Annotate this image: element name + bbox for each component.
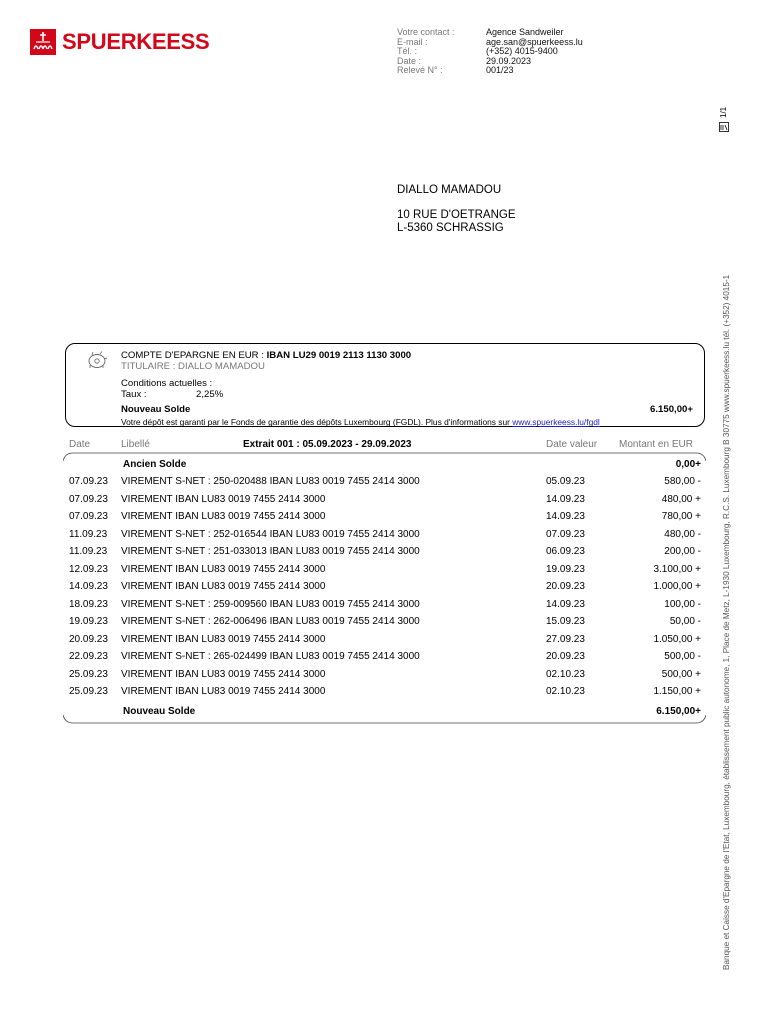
row-value-date: 02.10.23 (546, 668, 585, 680)
row-amount: 500,00 + (661, 668, 701, 680)
row-label: VIREMENT IBAN LU83 0019 7455 2414 3000 (121, 668, 326, 680)
bank-legal-footer: Banque et Caisse d'Epargne de l'Etat, Luxembourg, établissement public autonome, 1, Place de Metz, L-1930 Luxembourg, R.C.S. Luxembourg B 30775 www.spuerkeess.lu tél. (+352) 4015-1 (722, 274, 731, 970)
opening-balance-row (0, 459, 768, 473)
table-row (0, 529, 768, 543)
contact-block (397, 28, 583, 76)
row-value-date: 07.09.23 (546, 528, 585, 540)
row-label: VIREMENT S-NET : 250-020488 IBAN LU83 0019 7455 2414 3000 (121, 476, 420, 487)
row-value-date: 19.09.23 (546, 563, 585, 575)
recipient-name: DIALLO MAMADOU (397, 184, 502, 196)
row-amount: 1.150,00 + (653, 686, 701, 697)
table-row (0, 494, 768, 508)
recipient-city: L-5360 SCHRASSIG (397, 222, 504, 234)
row-value-date: 15.09.23 (546, 616, 585, 627)
row-date: 07.09.23 (69, 511, 108, 522)
row-label: VIREMENT IBAN LU83 0019 7455 2414 3000 (121, 563, 326, 575)
spuerkeess-emblem-icon (30, 29, 56, 55)
guarantee-text: Votre dépôt est garanti par le Fonds de garantie des dépôts Luxembourg (FGDL). Plus d'informations sur (121, 417, 513, 427)
table-row (0, 616, 768, 630)
row-value-date: 27.09.23 (546, 633, 585, 645)
row-amount: 480,00 - (664, 528, 701, 540)
contact-label: Relevé N° : (397, 65, 443, 76)
row-date: 25.09.23 (69, 686, 108, 697)
row-date: 12.09.23 (69, 563, 108, 575)
row-date: 11.09.23 (69, 546, 108, 557)
table-row (0, 669, 768, 683)
table-row (0, 581, 768, 595)
logo-text: SPUERKEESS (62, 29, 210, 54)
rate-value: 2,25% (196, 389, 224, 400)
table-row (0, 564, 768, 578)
row-value-date: 14.09.23 (546, 511, 585, 522)
recipient-street: 10 RUE D'OETRANGE (397, 209, 516, 221)
account-iban: IBAN LU29 0019 2113 1130 3000 (266, 350, 412, 361)
row-date: 19.09.23 (69, 616, 108, 627)
row-date: 18.09.23 (69, 598, 108, 610)
row-date: 11.09.23 (69, 528, 108, 540)
row-label: VIREMENT S-NET : 251-033013 IBAN LU83 0019 7455 2414 3000 (121, 546, 420, 557)
row-label: VIREMENT S-NET : 265-024499 IBAN LU83 0019 7455 2414 3000 (121, 651, 420, 662)
new-balance-value: 6.150,00+ (650, 404, 693, 415)
piggy-bank-icon (86, 350, 108, 370)
row-label: VIREMENT IBAN LU83 0019 7455 2414 3000 (121, 633, 326, 645)
row-label: VIREMENT IBAN LU83 0019 7455 2414 3000 (121, 686, 326, 697)
row-label: VIREMENT S-NET : 252-016544 IBAN LU83 0019 7455 2414 3000 (121, 528, 420, 540)
closing-balance-amount: 6.150,00+ (656, 706, 701, 717)
account-summary-box (65, 343, 705, 427)
bank-logo (30, 28, 209, 56)
fgdl-link[interactable]: www.spuerkeess.lu/fgdl (512, 417, 600, 427)
contact-value: 001/23 (486, 65, 514, 76)
contact-value: Agence Sandweiler (486, 27, 564, 37)
row-date: 20.09.23 (69, 633, 108, 645)
row-date: 22.09.23 (69, 651, 108, 662)
conditions-label: Conditions actuelles : (121, 378, 213, 389)
opening-balance-label: Ancien Solde (123, 459, 187, 470)
row-amount: 100,00 - (664, 598, 701, 610)
row-amount: 3.100,00 + (653, 563, 701, 575)
row-value-date: 06.09.23 (546, 546, 585, 557)
row-value-date: 14.09.23 (546, 493, 585, 505)
row-value-date: 14.09.23 (546, 598, 585, 610)
closing-balance-label: Nouveau Solde (123, 706, 196, 717)
account-type: COMPTE D'EPARGNE EN EUR : (121, 350, 267, 361)
header-amount: Montant en EUR (619, 439, 693, 450)
row-amount: 580,00 - (664, 476, 701, 487)
row-amount: 1.000,00 + (653, 581, 701, 592)
contact-label: Tél. : (397, 46, 418, 57)
table-row (0, 476, 768, 490)
rate-label: Taux : (121, 389, 147, 400)
row-date: 07.09.23 (69, 493, 108, 505)
row-amount: 1.050,00 + (653, 633, 701, 645)
new-balance-label: Nouveau Solde (121, 404, 191, 415)
header-date: Date (69, 439, 91, 450)
table-row (0, 511, 768, 525)
table-row (0, 634, 768, 648)
row-date: 07.09.23 (69, 476, 108, 487)
guarantee-note (121, 417, 600, 427)
contact-email[interactable]: age.san@spuerkeess.lu (486, 36, 583, 47)
header-extract-period: Extrait 001 : 05.09.2023 - 29.09.2023 (243, 439, 412, 450)
document-code-icon (719, 122, 729, 132)
row-value-date: 02.10.23 (546, 686, 585, 697)
row-amount: 50,00 - (669, 616, 701, 627)
row-amount: 500,00 - (664, 651, 701, 662)
row-date: 25.09.23 (69, 668, 108, 680)
row-amount: 780,00 + (661, 511, 701, 522)
row-value-date: 20.09.23 (546, 581, 585, 592)
row-value-date: 20.09.23 (546, 651, 585, 662)
row-label: VIREMENT IBAN LU83 0019 7455 2414 3000 (121, 493, 326, 505)
opening-balance-amount: 0,00+ (675, 459, 701, 470)
table-row (0, 686, 768, 700)
header-value-date: Date valeur (546, 439, 598, 450)
table-row (0, 599, 768, 613)
row-value-date: 05.09.23 (546, 476, 585, 487)
contact-label: E-mail : (397, 36, 428, 47)
contact-row (397, 66, 583, 76)
row-amount: 200,00 - (664, 546, 701, 557)
page-number-text: 1/1 (719, 106, 728, 118)
contact-value: 29.09.2023 (486, 55, 532, 66)
account-title (121, 350, 411, 361)
page-number (712, 104, 742, 134)
row-label: VIREMENT S-NET : 262-006496 IBAN LU83 0019 7455 2414 3000 (121, 616, 420, 627)
recipient-address (397, 184, 516, 235)
account-holder: TITULAIRE : DIALLO MAMADOU (121, 361, 265, 372)
header-label: Libellé (121, 439, 150, 450)
table-row (0, 546, 768, 560)
row-label: VIREMENT S-NET : 259-009560 IBAN LU83 0019 7455 2414 3000 (121, 598, 420, 610)
row-amount: 480,00 + (661, 493, 701, 505)
contact-value: (+352) 4015-9400 (486, 46, 558, 57)
row-label: VIREMENT IBAN LU83 0019 7455 2414 3000 (121, 581, 326, 592)
row-label: VIREMENT IBAN LU83 0019 7455 2414 3000 (121, 511, 326, 522)
contact-label: Votre contact : (397, 27, 455, 37)
row-date: 14.09.23 (69, 581, 108, 592)
footer-divider (63, 713, 706, 725)
table-row (0, 651, 768, 665)
contact-label: Date : (397, 55, 422, 66)
